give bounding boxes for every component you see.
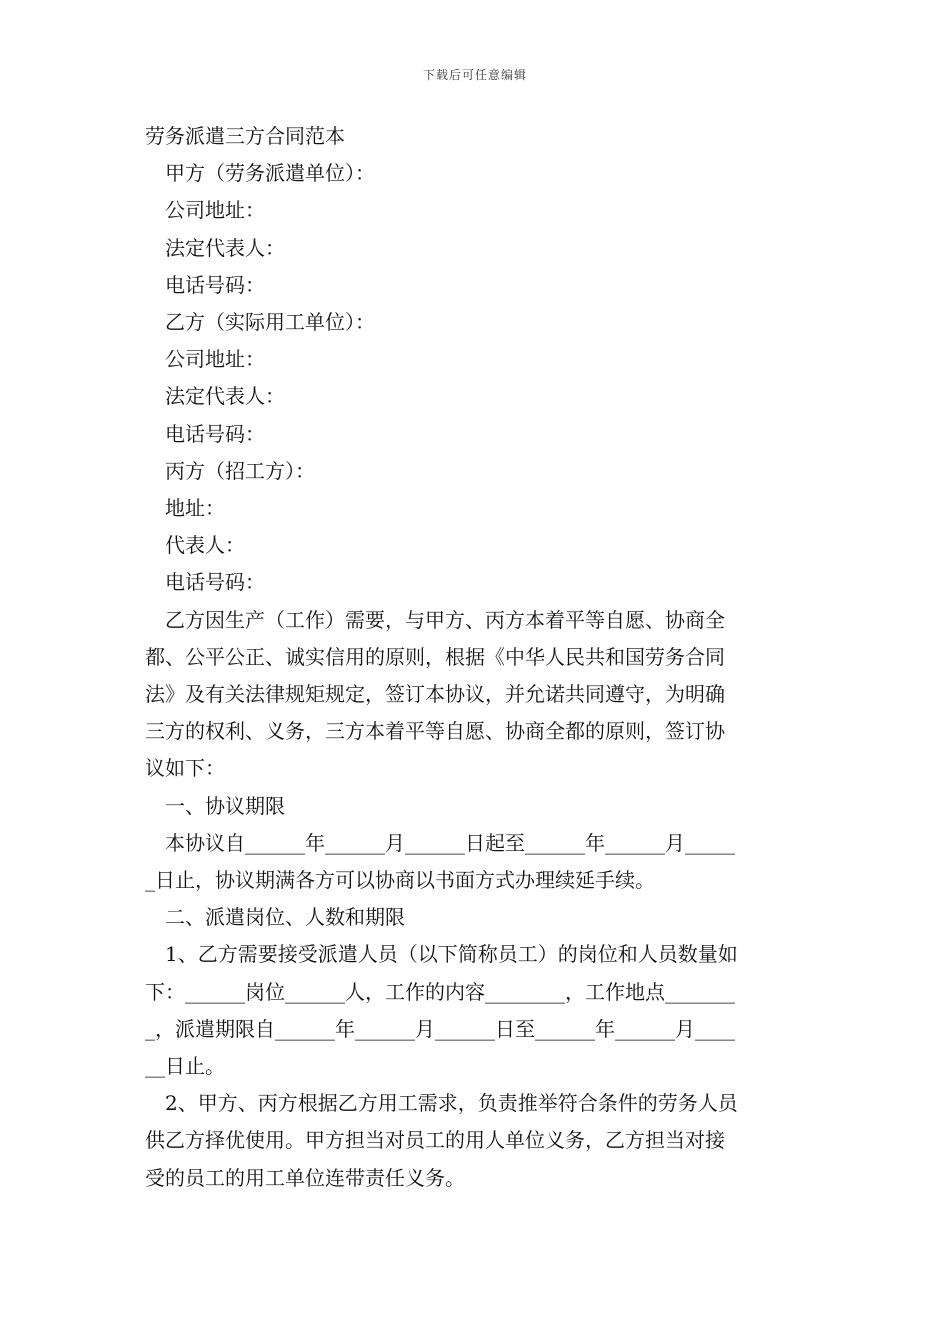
party-b-legal-rep: 法定代表人：	[165, 384, 285, 409]
document-title: 劳务派遣三方合同范本	[145, 124, 345, 148]
party-c-address: 地址：	[165, 496, 225, 521]
positions-item-line: 下：______岗位______人，工作的内容________，工作地点_______	[145, 979, 735, 1004]
positions-item-line: __日止。	[145, 1054, 225, 1079]
intro-line: 法》及有关法律规矩规定，签订本协议，并允诺共同遵守，为明确	[145, 682, 725, 707]
positions-item-line: 受的员工的用工单位连带责任义务。	[145, 1165, 465, 1190]
party-b-address: 公司地址：	[165, 347, 265, 372]
party-c-label: 丙方（招工方）：	[165, 458, 315, 483]
document-body	[145, 118, 807, 1197]
party-c-rep: 代表人：	[165, 533, 245, 558]
section-heading-term: 一、协议期限	[165, 793, 285, 818]
section-positions-item-2	[145, 1085, 807, 1197]
intro-line: 三方的权利、义务，三方本着平等自愿、协商全都的原则，签订协	[145, 719, 725, 744]
positions-item-line: 供乙方择优使用。甲方担当对员工的用人单位义务，乙方担当对接	[145, 1128, 725, 1153]
page-header-note: 下载后可任意编辑	[422, 68, 527, 82]
party-b-label: 乙方（实际用工单位）：	[165, 310, 375, 335]
section-positions-item-1	[145, 936, 807, 1085]
intro-line: 乙方因生产（工作）需要，与甲方、丙方本着平等自愿、协商全	[165, 607, 725, 632]
section-term-line: _日止，协议期满各方可以协商以书面方式办理续延手续。	[145, 868, 655, 893]
party-c-phone: 电话号码：	[165, 570, 265, 595]
intro-line: 议如下：	[145, 756, 225, 781]
section-term-paragraph	[145, 825, 807, 899]
party-a-address: 公司地址：	[165, 198, 265, 223]
party-a-legal-rep: 法定代表人：	[165, 235, 285, 260]
positions-item-line: _，派遣期限自______年______月______日至______年______月____	[145, 1016, 735, 1041]
intro-line: 都、公平公正、诚实信用的原则，根据《中华人民共和国劳务合同	[145, 644, 725, 669]
party-a-label: 甲方（劳务派遣单位）：	[165, 161, 375, 186]
party-b-phone: 电话号码：	[165, 421, 265, 446]
positions-item-line: 1、乙方需要接受派遣人员（以下简称员工）的岗位和人员数量如	[165, 942, 738, 967]
section-term-line: 本协议自______年______月______日起至______年______月_____	[165, 830, 735, 855]
party-info-block	[145, 155, 807, 601]
positions-item-line: 2、甲方、丙方根据乙方用工需求，负责推举符合条件的劳务人员	[165, 1091, 738, 1116]
intro-paragraph	[145, 602, 807, 788]
party-a-phone: 电话号码：	[165, 272, 265, 297]
section-heading-positions: 二、派遣岗位、人数和期限	[165, 905, 405, 930]
